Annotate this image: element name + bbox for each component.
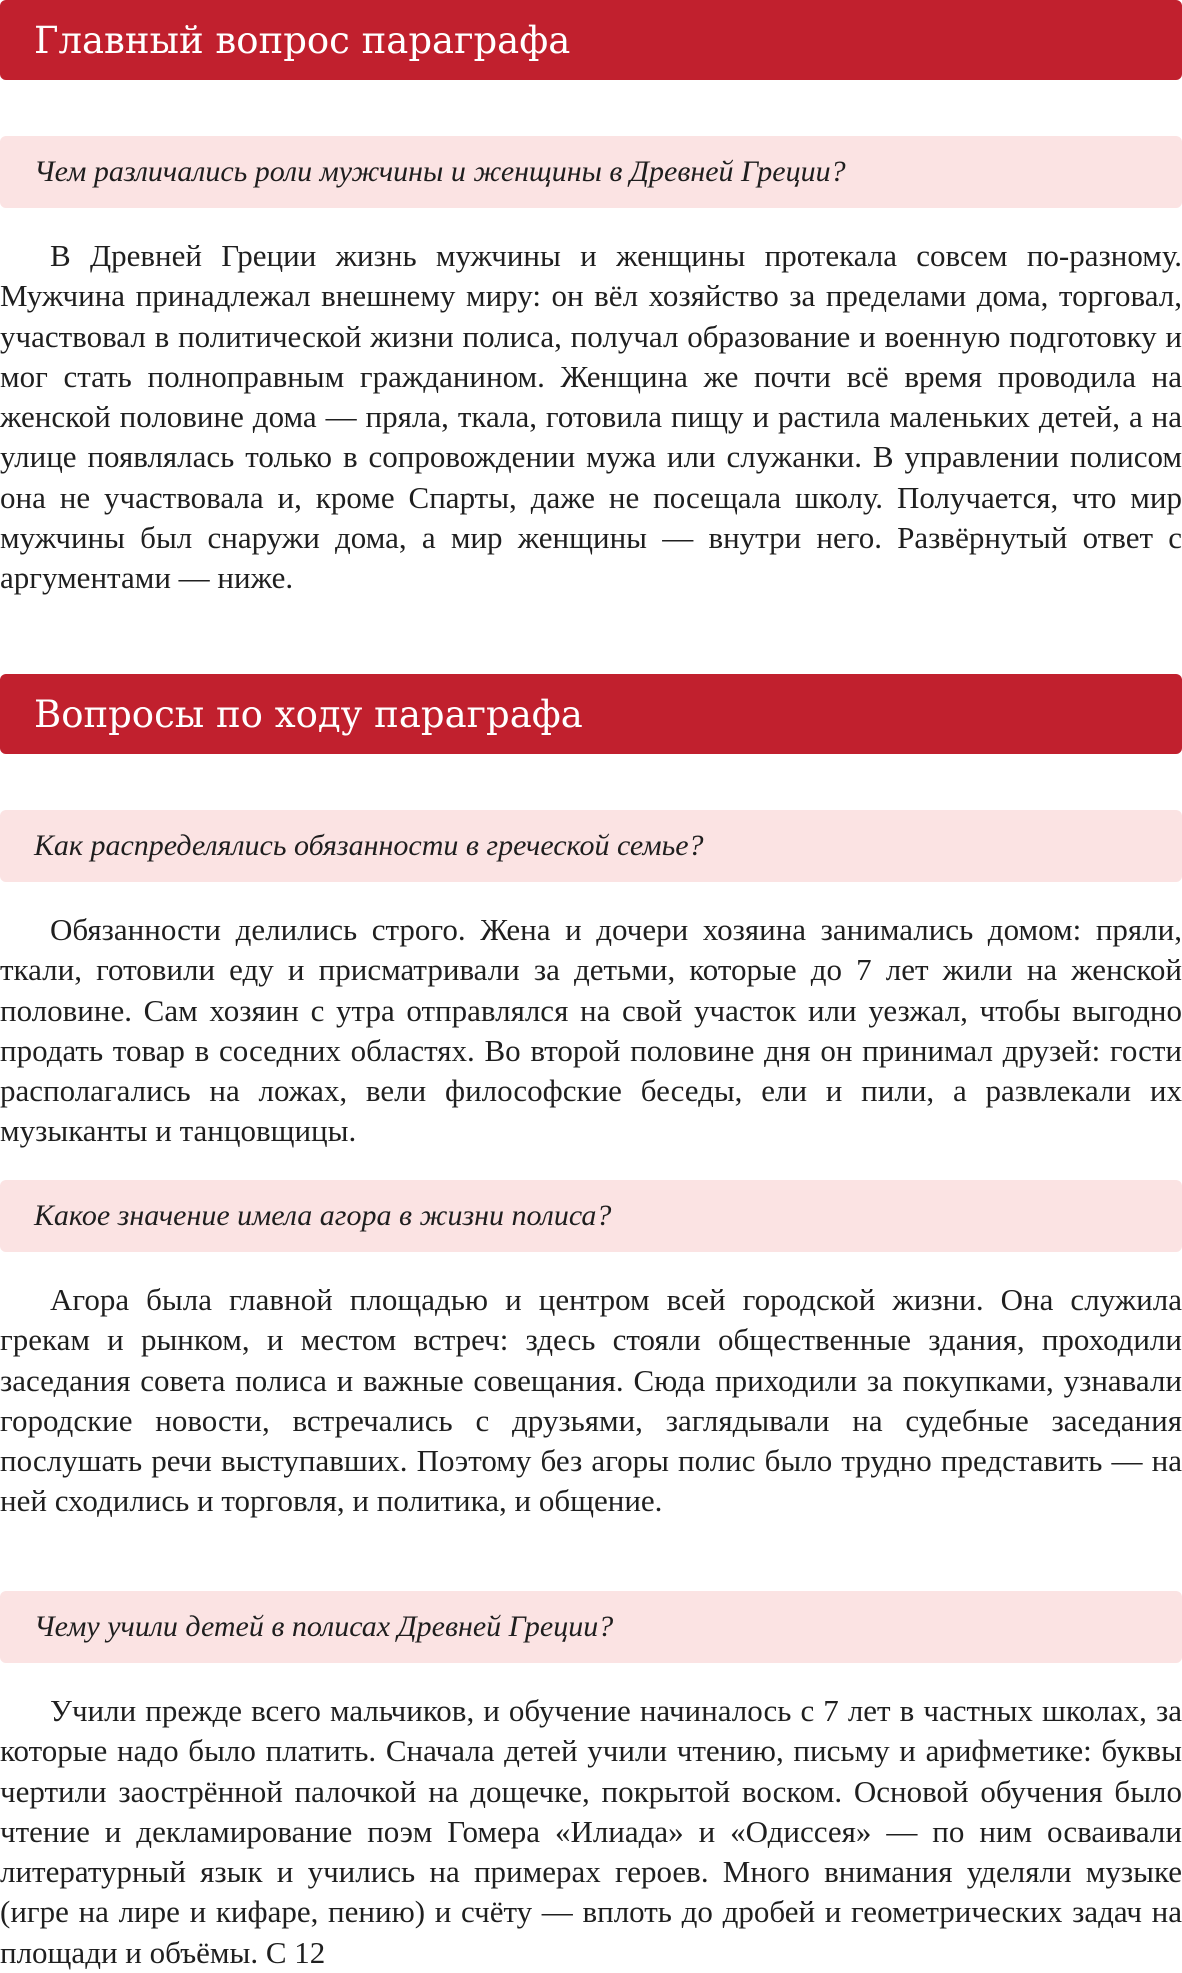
question-band-3 [0,1591,1182,1663]
answer-text-2: Агора была главной площадью и центром всей городской жизни. Она служила грекам и рынком, и местом встреч: здесь стояли общественные здания, проходили заседания совета полиса и важные совещания. Сюда приходили за покупками, узнавали городские новости, встречались с друзьями, заглядывали на судебные заседания послушать речи выступавших. Поэтому без агоры полис было трудно представить — на ней сходились и торговля, и политика, и общение. [0,1282,1182,1519]
main-question-title: Главный вопрос параграфа [34,18,571,62]
main-question-band [0,136,1182,208]
answer-text-3: Учили прежде всего мальчиков, и обучение начиналось с 7 лет в частных школах, за которые надо было платить. Сначала детей учили чтению, письму и арифметике: буквы чертили заострённой палочкой на дощечке, покрытой воском. Основой обучения было чтение и декламирование поэм Гомера «Илиада» и «Одиссея» — по ним осваивали литературный язык и учились на примерах героев. Много внимания уделяли музыке (игре на лире и кифаре, пению) и счёту — вплоть до дробей и геометрических задач на площади и объёмы. С 12 [0,1693,1182,1970]
question-text-2: Какое значение имела агора в жизни полиса? [34,1199,612,1232]
main-answer-text: В Древней Греции жизнь мужчины и женщины протекала совсем по-разному. Мужчина принадлежал внешнему миру: он вёл хозяйство за пределами дома, торговал, участвовал в политической жизни полиса, получал образование и военную подготовку и мог стать полноправным гражданином. Женщина же почти всё время проводила на женской половине дома — пряла, ткала, готовила пищу и растила маленьких детей, а на улице появлялась только в сопровождении мужа или служанки. В управлении полисом она не участвовала и, кроме Спарты, даже не посещала школу. Получается, что мир мужчины был снаружи дома, а мир женщины — внутри него. Развёрнутый ответ с аргументами — ниже. [0,238,1182,596]
main-question-text: Чем различались роли мужчины и женщины в Древней Греции? [34,155,846,188]
progress-questions-header [0,674,1182,754]
question-band-2 [0,1180,1182,1252]
question-text-1: Как распределялись обязанности в греческой семье? [34,829,704,862]
question-text-3: Чему учили детей в полисах Древней Греции? [34,1610,614,1643]
answer-text-1: Обязанности делились строго. Жена и дочери хозяина занимались домом: пряли, ткали, готовили еду и присматривали за детьми, которые до 7 лет жили на женской половине. Сам хозяин с утра отправлялся на свой участок или уезжал, чтобы выгодно продать товар в соседних областях. Во второй половине дня он принимал друзей: гости располагались на ложах, вели философские беседы, ели и пили, а развлекали их музыканты и танцовщицы. [0,912,1182,1149]
progress-questions-title: Вопросы по ходу параграфа [34,692,583,736]
question-band-1 [0,810,1182,882]
main-question-header [0,0,1182,80]
